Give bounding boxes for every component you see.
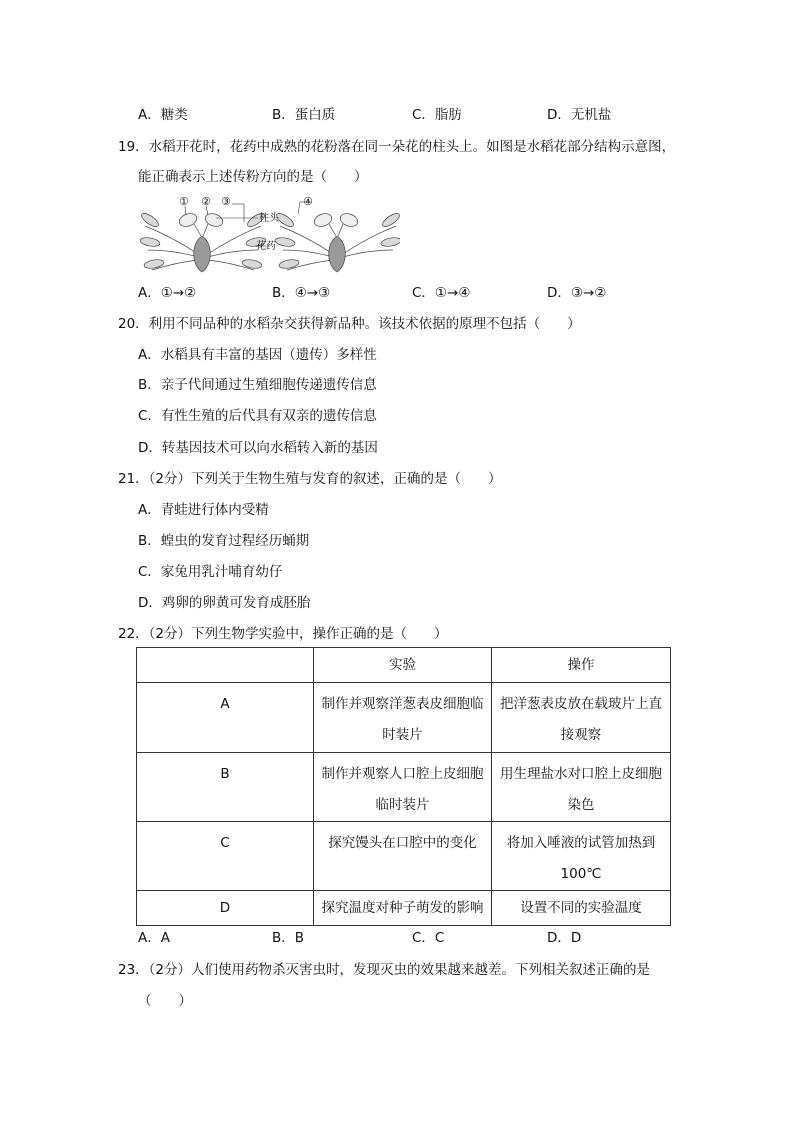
q19-stem-line2: 能正确表示上述传粉方向的是（ ） <box>138 169 368 185</box>
q22-stem: 22．（2分）下列生物学实验中，操作正确的是（ ） <box>118 626 448 642</box>
table-row <box>137 753 671 822</box>
row-label: C <box>137 822 314 891</box>
q23-stem-line1: 23．（2分）人们使用药物杀灭害虫时，发现灭虫的效果越来越差。下列相关叙述正确的是 <box>118 962 651 978</box>
q19-stem-line1: 19．水稻开花时，花药中成熟的花粉落在同一朵花的柱头上。如图是水稻花部分结构示意图， <box>118 139 676 155</box>
q21-stem: 21．（2分）下列关于生物生殖与发育的叙述，正确的是（ ） <box>118 471 502 487</box>
experiment-table <box>136 647 671 926</box>
q19-option-c[interactable]: C．①→④ <box>412 285 471 301</box>
q19-option-a[interactable]: A．①→② <box>138 285 197 301</box>
label-2: ② <box>201 195 211 208</box>
cell-line: 将加入唾液的试管加热到 <box>506 835 656 851</box>
q21-option-b[interactable]: B．蝗虫的发育过程经历蛹期 <box>138 533 310 549</box>
row-label: B <box>137 753 314 822</box>
row-label: D <box>137 891 314 926</box>
table-header-cell <box>137 648 314 683</box>
q18-option-a[interactable]: A．糖类 <box>138 107 188 123</box>
q20-stem: 20．利用不同品种的水稻杂交获得新品种。该技术依据的原理不包括（ ） <box>118 316 581 332</box>
table-header-cell: 实验 <box>314 648 492 683</box>
q22-option-c[interactable]: C．C <box>412 930 445 946</box>
cell-line: 100℃ <box>560 866 602 882</box>
cell-line: 制作并观察洋葱表皮细胞临 <box>321 696 484 712</box>
q20-option-d[interactable]: D．转基因技术可以向水稻转入新的基因 <box>138 440 378 456</box>
q20-option-b[interactable]: B．亲子代间通过生殖细胞传递遗传信息 <box>138 377 377 393</box>
row-label: A <box>137 683 314 753</box>
label-1: ① <box>179 195 189 208</box>
q21-option-c[interactable]: C．家兔用乳汁哺育幼仔 <box>138 564 283 580</box>
q22-option-d[interactable]: D．D <box>547 930 582 946</box>
row-operation: 设置不同的实验温度 <box>492 891 671 926</box>
label-3: ③ <box>221 195 231 208</box>
cell-line: 染色 <box>567 797 595 813</box>
table-header-row <box>137 648 671 683</box>
table-row <box>137 891 671 926</box>
q19-option-b[interactable]: B．④→③ <box>272 285 331 301</box>
cell-line: 时装片 <box>382 727 423 743</box>
cell-line: 把洋葱表皮放在载玻片上直 <box>500 696 662 712</box>
row-operation <box>492 683 671 753</box>
q18-option-b[interactable]: B．蛋白质 <box>272 107 336 123</box>
q22-option-a[interactable]: A．A <box>138 930 170 946</box>
q21-option-a[interactable]: A．青蛙进行体内受精 <box>138 502 269 518</box>
row-experiment <box>314 822 492 891</box>
label-anther: 花药 <box>256 241 276 252</box>
rice-flower-diagram <box>140 192 400 274</box>
q19-option-d[interactable]: D．③→② <box>547 285 607 301</box>
row-experiment <box>314 753 492 822</box>
table-row <box>137 683 671 753</box>
label-stigma: 柱头 <box>259 213 279 224</box>
row-operation <box>492 822 671 891</box>
q18-option-c[interactable]: C．脂肪 <box>412 107 462 123</box>
table-header-cell: 操作 <box>492 648 671 683</box>
cell-line: 接观察 <box>560 727 602 743</box>
q23-stem-line2: （ ） <box>138 993 192 1009</box>
q18-option-d[interactable]: D．无机盐 <box>547 107 612 123</box>
cell-line: 探究馒头在口腔中的变化 <box>328 835 477 851</box>
row-experiment: 探究温度对种子萌发的影响 <box>314 891 492 926</box>
label-4: ④ <box>303 195 313 208</box>
cell-line: 制作并观察人口腔上皮细胞 <box>321 766 484 782</box>
table-row <box>137 822 671 891</box>
q20-option-a[interactable]: A．水稻具有丰富的基因（遗传）多样性 <box>138 347 377 363</box>
row-operation <box>492 753 671 822</box>
q22-option-b[interactable]: B．B <box>272 930 305 946</box>
q20-option-c[interactable]: C．有性生殖的后代具有双亲的遗传信息 <box>138 408 377 424</box>
row-experiment <box>314 683 492 753</box>
q21-option-d[interactable]: D．鸡卵的卵黄可发育成胚胎 <box>138 595 311 611</box>
cell-line: 临时装片 <box>375 797 430 813</box>
cell-line: 用生理盐水对口腔上皮细胞 <box>500 766 662 782</box>
